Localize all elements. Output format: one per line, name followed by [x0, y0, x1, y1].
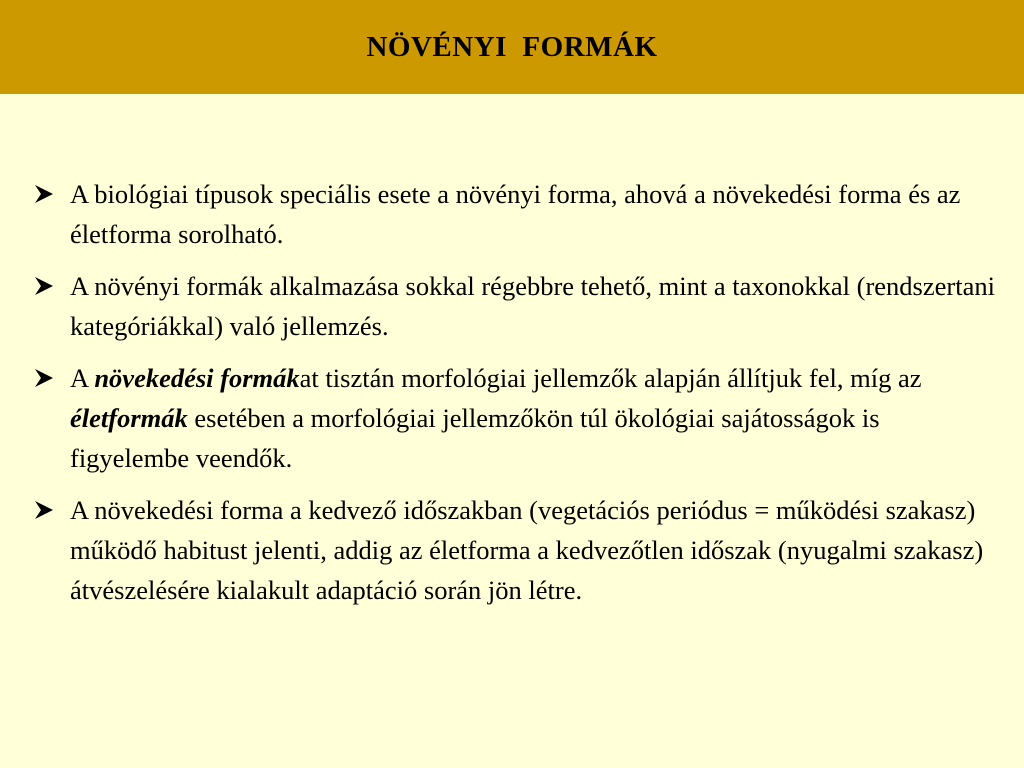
arrowhead-bullet-icon [32, 174, 62, 214]
arrowhead-bullet-icon [32, 266, 62, 306]
title-bar [0, 0, 1024, 94]
bullet-text-part: A [70, 363, 95, 393]
emphasis-term-growth-forms: növekedési formák [94, 363, 300, 393]
bullet-item [32, 174, 1004, 254]
bullet-text-part: esetében a morfológiai jellemzőkön túl ökológiai sajátosságok is figyelembe veendők. [70, 403, 880, 473]
arrowhead-bullet-icon [32, 358, 62, 398]
bullet-item [32, 358, 1004, 478]
bullet-item [32, 490, 1004, 610]
bullet-text: A biológiai típusok speciális esete a növényi forma, ahová a növekedési forma és az életforma sorolható. [70, 179, 961, 249]
emphasis-term-life-forms: életformák [70, 403, 188, 433]
bullet-text-part: at tisztán morfológiai jellemzők alapján állítjuk fel, míg az [299, 363, 922, 393]
bullet-item [32, 266, 1004, 346]
bullet-text: A növényi formák alkalmazása sokkal régebbre tehető, mint a taxonokkal (rendszertani kategóriákkal) való jellemzés. [70, 271, 995, 341]
slide-title: NÖVÉNYI FORMÁK [366, 30, 658, 63]
arrowhead-bullet-icon [32, 490, 62, 530]
bullet-text: A növekedési forma a kedvező időszakban (vegetációs periódus = működési szakasz) működő habitust jelenti, addig az életforma a kedvezőtlen időszak (nyugalmi szakasz) átvészelésére kialakult adaptáció során jön létre. [70, 495, 984, 605]
bullet-list [32, 174, 1004, 622]
